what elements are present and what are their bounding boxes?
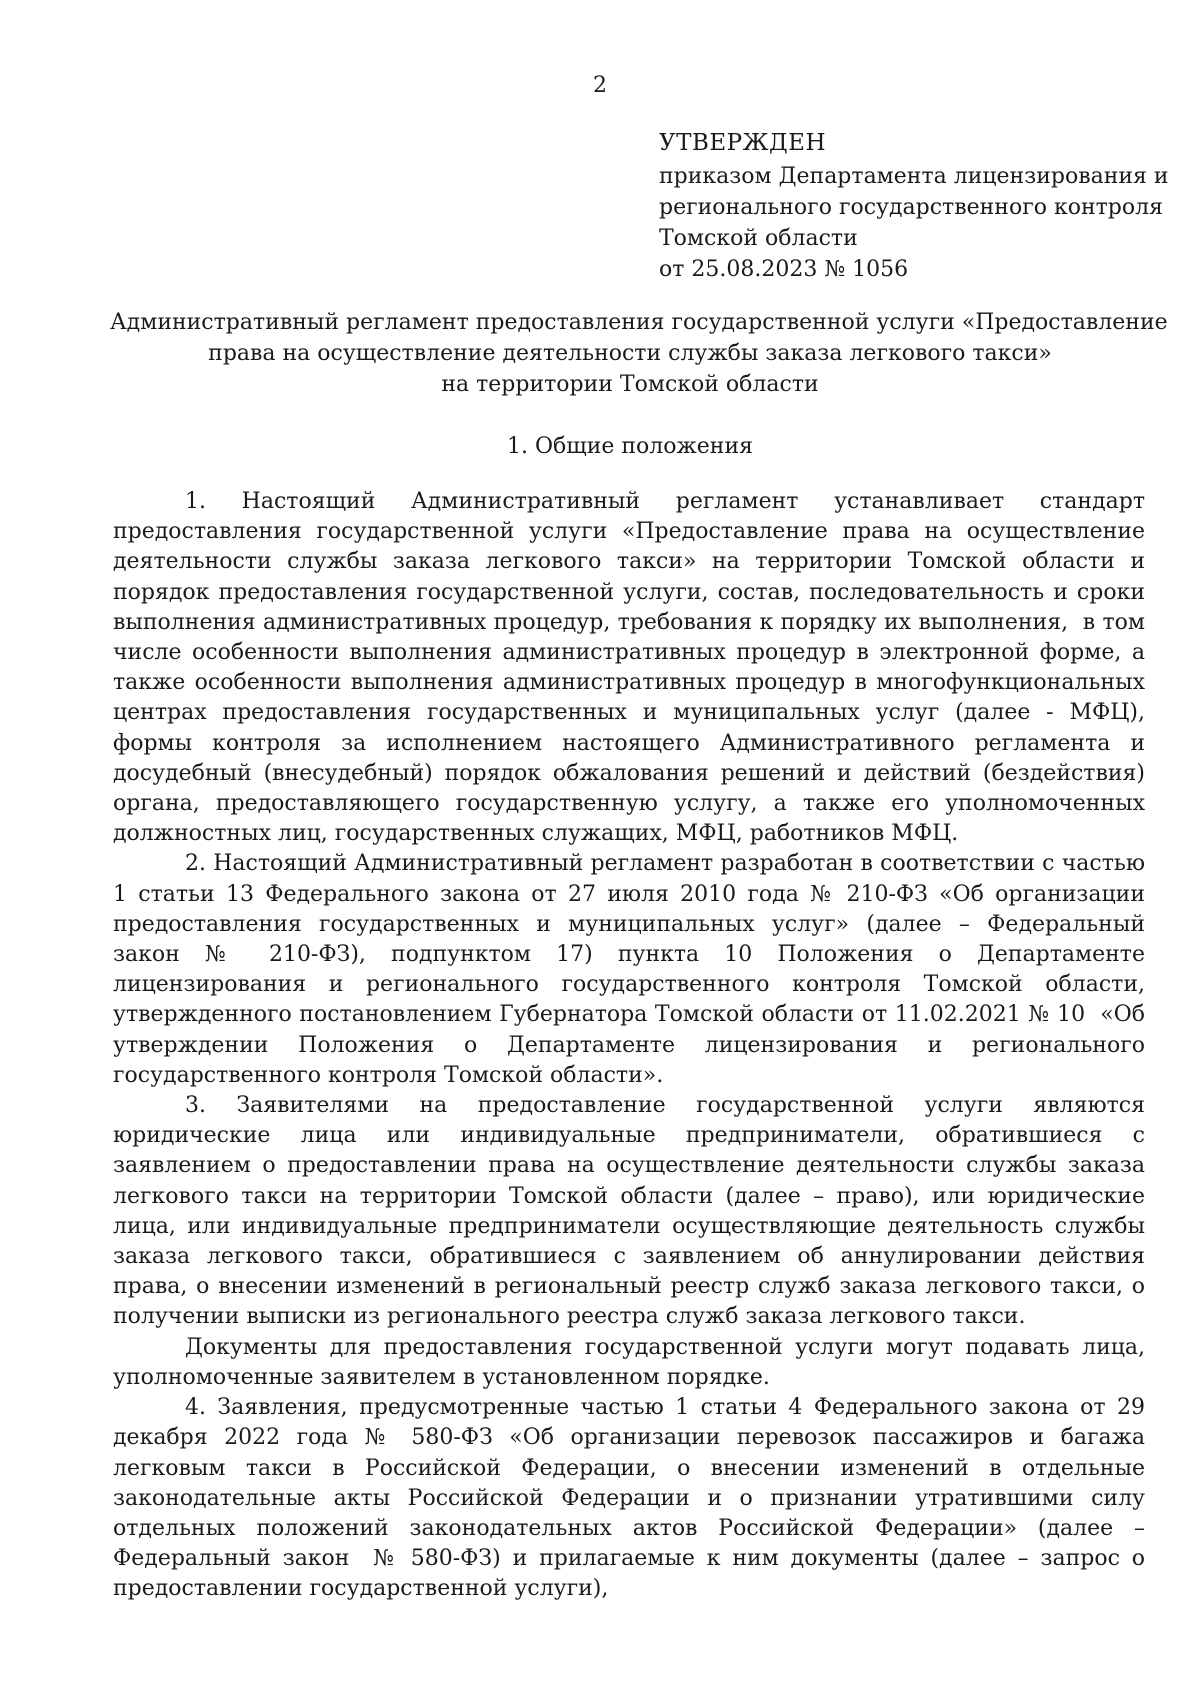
approval-title: УТВЕРЖДЕН xyxy=(659,130,827,156)
approval-date-number: от 25.08.2023 № 1056 xyxy=(659,257,909,282)
paragraph-1: 1. Настоящий Административный регламент устанавливает стандарт предоставления государственной услуги «Предоставление права на осуществление деятельности службы заказа легкового такси» на территории Томской области и порядок предоставления государственной услуги, состав, последовательность и сроки выполнения административных процедур, требования к порядку их выполнения, в том числе особенности выполнения административных процедур в электронной форме, а также особенности выполнения административных процедур в многофункциональных центрах предоставления государственных и муниципальных услуг (далее - МФЦ), формы контроля за исполнением настоящего Административного регламента и досудебный (внесудебный) порядок обжалования решений и действий (бездействия) органа, предоставляющего государственную услугу, а также его уполномоченных должностных лиц, государственных служащих, МФЦ, работников МФЦ. xyxy=(113,489,1152,847)
document-title-line: Административный регламент предоставления государственной услуги «Предоставление xyxy=(110,310,1168,335)
approval-line: Томской области xyxy=(659,226,858,251)
document-title xyxy=(110,307,1168,400)
paragraph-2: 2. Настоящий Административный регламент разработан в соответствии с частью 1 статьи 13 Федерального закона от 27 июля 2010 года № 210-ФЗ «Об организации предоставления государственных и муниципальных услуг» (далее – Федеральный закон № 210-ФЗ), подпунктом 17) пункта 10 Положения о Департаменте лицензирования и регионального государственного контроля Томской области, утвержденного постановлением Губернатора Томской области от 11.02.2021 № 10 «Об утверждении Положения о Департаменте лицензирования и регионального государственного контроля Томской области». xyxy=(113,851,1152,1088)
document-title-line: права на осуществление деятельности службы заказа легкового такси» xyxy=(208,341,1052,366)
paragraph-3-continuation: Документы для предоставления государственной услуги могут подавать лица, уполномоченные заявителем в установленном порядке. xyxy=(113,1334,1145,1390)
paragraph-3: 3. Заявителями на предоставление государственной услуги являются юридические лица или индивидуальные предприниматели, обратившиеся с заявлением о предоставлении права на осуществление деятельности службы заказа легкового такси на территории Томской области (далее – право), или юридические лица, или индивидуальные предприниматели осуществляющие деятельность службы заказа легкового такси, обратившиеся с заявлением об аннулировании действия права, о внесении изменений в региональный реестр служб заказа легкового такси, о получении выписки из регионального реестра служб заказа легкового такси. xyxy=(113,1093,1145,1330)
section-heading: 1. Общие положения xyxy=(507,434,753,459)
approval-stamp xyxy=(659,128,1179,285)
document-title-line: на территории Томской области xyxy=(441,372,819,397)
approval-line: приказом Департамента лицензирования и xyxy=(659,164,1169,189)
document-body xyxy=(113,487,1152,1605)
paragraph-4: 4. Заявления, предусмотренные частью 1 статьи 4 Федерального закона от 29 декабря 2022 года № 580-ФЗ «Об организации перевозок пассажиров и багажа легковым такси в Российской Федерации, о внесении изменений в отдельные законодательные акты Российской Федерации и о признании утратившими силу отдельных положений законодательных актов Российской Федерации» (далее – Федеральный закон № 580-ФЗ) и прилагаемые к ним документы (далее – запрос о предоставлении государственной услуги), xyxy=(113,1395,1152,1602)
approval-line: регионального государственного контроля xyxy=(659,195,1163,220)
page-number: 2 xyxy=(593,73,607,98)
